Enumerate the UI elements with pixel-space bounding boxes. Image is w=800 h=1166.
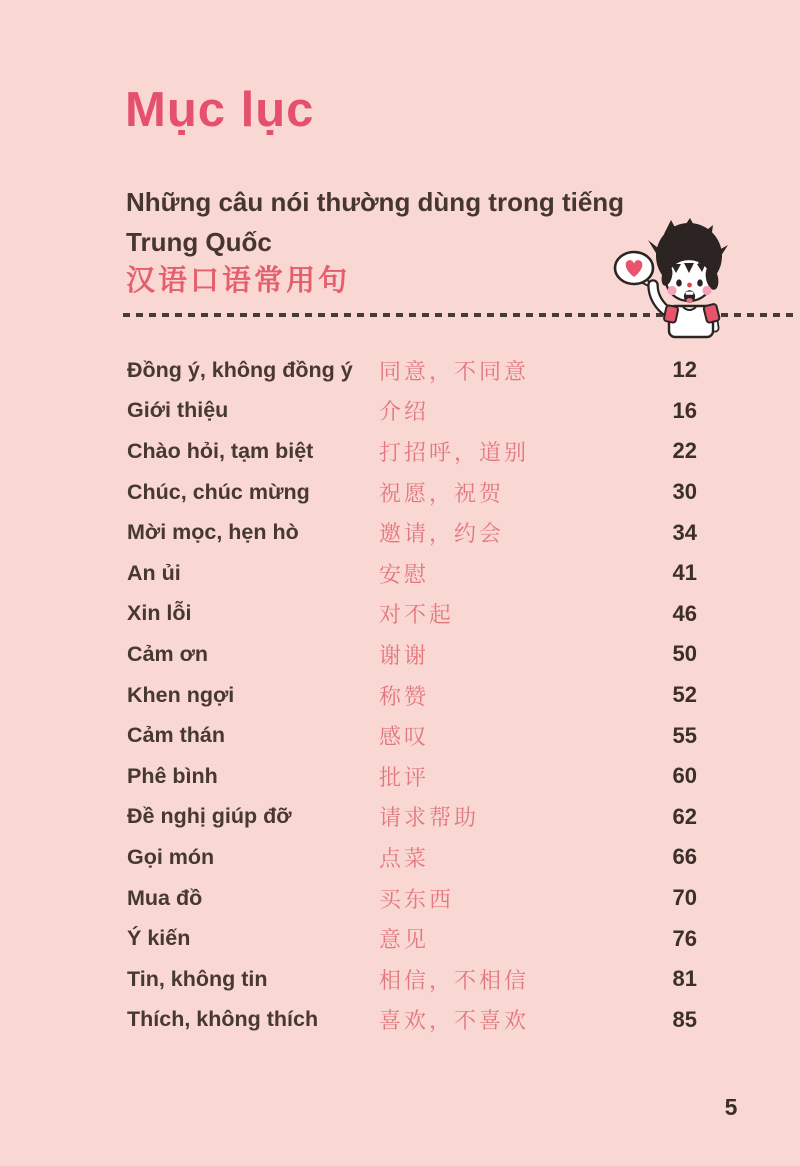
toc-entry-vietnamese: Tin, không tin bbox=[127, 966, 268, 991]
boy-mascot-illustration bbox=[612, 218, 738, 340]
toc-entry-vietnamese: Mời mọc, hẹn hò bbox=[127, 520, 299, 545]
toc-entry-chinese: 谢谢 bbox=[379, 643, 430, 669]
section-subtitle-vietnamese: Những câu nói thường dùng trong tiếng Trung Quốc bbox=[126, 187, 625, 257]
toc-entry-vietnamese: Chúc, chúc mừng bbox=[127, 479, 310, 504]
toc-entry-page-number: 12 bbox=[672, 357, 697, 383]
toc-entry-chinese: 批评 bbox=[379, 765, 430, 791]
toc-entry-page-number: 76 bbox=[672, 925, 697, 951]
toc-row bbox=[127, 350, 697, 391]
page-title: Mục lục bbox=[125, 83, 315, 137]
toc-row bbox=[127, 1000, 697, 1041]
boy-nose-dot bbox=[687, 283, 692, 288]
toc-entry-page-number: 60 bbox=[672, 763, 697, 789]
toc-entry-chinese: 买东西 bbox=[379, 887, 455, 913]
toc-entry-page-number: 62 bbox=[672, 803, 697, 829]
toc-row bbox=[127, 594, 697, 635]
toc-row bbox=[127, 959, 697, 1000]
toc-row bbox=[127, 715, 697, 756]
toc-entry-vietnamese: Chào hỏi, tạm biệt bbox=[127, 438, 314, 463]
toc-row bbox=[127, 634, 697, 675]
toc-entry-chinese: 介绍 bbox=[379, 400, 430, 426]
toc-entry-vietnamese: Đồng ý, không đồng ý bbox=[127, 357, 353, 382]
toc-entry-page-number: 34 bbox=[672, 519, 697, 545]
toc-entry-vietnamese: Ý kiến bbox=[127, 926, 191, 951]
toc-entry-page-number: 70 bbox=[672, 885, 697, 911]
toc-list bbox=[127, 350, 697, 1040]
toc-entry-page-number: 55 bbox=[672, 722, 697, 748]
toc-entry-vietnamese: An ủi bbox=[127, 560, 181, 585]
toc-row bbox=[127, 431, 697, 472]
toc-row bbox=[127, 837, 697, 878]
toc-entry-chinese: 点菜 bbox=[379, 846, 430, 872]
toc-entry-chinese: 感叹 bbox=[379, 725, 430, 751]
toc-entry-page-number: 85 bbox=[672, 1006, 697, 1032]
toc-entry-chinese: 祝愿，祝贺 bbox=[379, 481, 505, 507]
toc-row bbox=[127, 512, 697, 553]
boy-eye-left bbox=[676, 279, 682, 286]
toc-entry-page-number: 16 bbox=[672, 397, 697, 423]
toc-entry-page-number: 41 bbox=[672, 560, 697, 586]
toc-entry-vietnamese: Cảm ơn bbox=[127, 641, 208, 666]
toc-entry-vietnamese: Giới thiệu bbox=[127, 398, 229, 423]
toc-entry-page-number: 52 bbox=[672, 682, 697, 708]
section-subtitle-chinese: 汉语口语常用句 bbox=[126, 263, 351, 297]
toc-row bbox=[127, 675, 697, 716]
toc-row bbox=[127, 553, 697, 594]
toc-entry-chinese: 打招呼，道别 bbox=[379, 440, 530, 466]
boy-shirt bbox=[663, 304, 720, 337]
toc-entry-page-number: 22 bbox=[672, 438, 697, 464]
toc-entry-chinese: 同意，不同意 bbox=[379, 359, 530, 385]
toc-entry-chinese: 称赞 bbox=[379, 684, 430, 710]
toc-entry-page-number: 66 bbox=[672, 844, 697, 870]
toc-entry-vietnamese: Cảm thán bbox=[127, 723, 225, 748]
toc-entry-vietnamese: Gọi món bbox=[127, 844, 215, 869]
footer-page-number: 5 bbox=[724, 1094, 738, 1120]
toc-entry-page-number: 30 bbox=[672, 479, 697, 505]
boy-eye-right bbox=[697, 279, 703, 286]
toc-entry-chinese: 相信，不相信 bbox=[379, 968, 530, 994]
toc-row bbox=[127, 797, 697, 838]
toc-entry-chinese: 意见 bbox=[379, 928, 430, 954]
toc-entry-vietnamese: Đề nghị giúp đỡ bbox=[127, 804, 292, 829]
toc-entry-chinese: 安慰 bbox=[379, 562, 430, 588]
toc-row bbox=[127, 878, 697, 919]
boy-cheek-left bbox=[667, 286, 676, 295]
toc-entry-page-number: 50 bbox=[672, 641, 697, 667]
toc-entry-chinese: 喜欢，不喜欢 bbox=[379, 1009, 530, 1035]
toc-entry-vietnamese: Xin lỗi bbox=[127, 601, 192, 626]
toc-row bbox=[127, 391, 697, 432]
toc-row bbox=[127, 472, 697, 513]
toc-entry-vietnamese: Thích, không thích bbox=[127, 1007, 319, 1032]
toc-entry-vietnamese: Mua đồ bbox=[127, 885, 203, 910]
toc-entry-chinese: 邀请，约会 bbox=[379, 522, 505, 548]
toc-entry-vietnamese: Khen ngợi bbox=[127, 682, 235, 707]
toc-entry-chinese: 请求帮助 bbox=[379, 806, 480, 832]
toc-entry-vietnamese: Phê bình bbox=[127, 763, 218, 788]
toc-row bbox=[127, 918, 697, 959]
toc-entry-page-number: 46 bbox=[672, 600, 697, 626]
toc-entry-page-number: 81 bbox=[672, 966, 697, 992]
boy-mouth bbox=[684, 290, 695, 302]
boy-cheek-right bbox=[702, 286, 711, 295]
toc-entry-chinese: 对不起 bbox=[379, 603, 455, 629]
toc-row bbox=[127, 756, 697, 797]
